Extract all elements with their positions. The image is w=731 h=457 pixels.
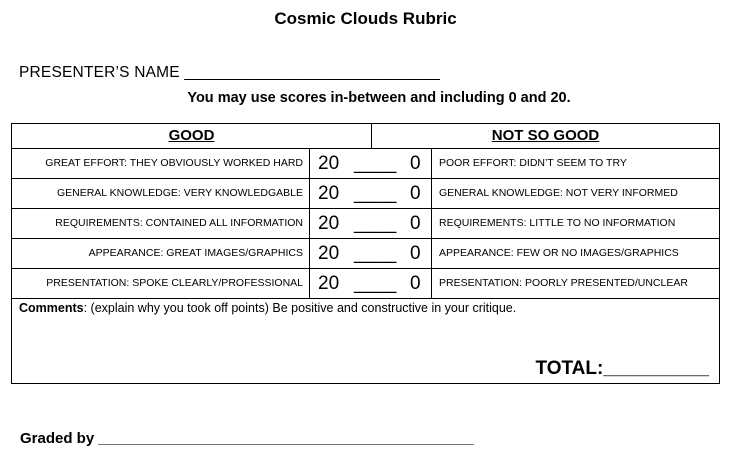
- score-max: 20: [318, 183, 340, 204]
- rubric-row-presentation: [12, 269, 719, 299]
- good-criterion: GENERAL KNOWLEDGE: VERY KNOWLEDGABLE: [12, 179, 310, 208]
- score-scale: [310, 149, 432, 178]
- score-blank: ____: [354, 213, 397, 234]
- rubric-row-knowledge: [12, 179, 719, 209]
- score-blank: ____: [354, 183, 397, 204]
- rubric-row-effort: [12, 149, 719, 179]
- score-max: 20: [318, 153, 340, 174]
- scoring-instructions: You may use scores in-between and including 0 and 20.: [187, 90, 571, 106]
- presenter-name-line: PRESENTER’S NAME _____________________________: [19, 64, 441, 81]
- comments-section: [19, 301, 516, 315]
- good-criterion: REQUIREMENTS: CONTAINED ALL INFORMATION: [12, 209, 310, 238]
- bad-criterion: GENERAL KNOWLEDGE: NOT VERY INFORMED: [439, 187, 678, 199]
- rubric-row-requirements: [12, 209, 719, 239]
- page-title: Cosmic Clouds Rubric: [274, 9, 457, 28]
- bad-criterion: POOR EFFORT: DIDN’T SEEM TO TRY: [439, 157, 627, 169]
- good-criterion: APPEARANCE: GREAT IMAGES/GRAPHICS: [12, 239, 310, 268]
- header-good: GOOD: [12, 124, 372, 148]
- total-score-line: TOTAL:__________: [535, 358, 709, 379]
- header-not-so-good: NOT SO GOOD: [491, 127, 600, 144]
- bad-criterion: PRESENTATION: POORLY PRESENTED/UNCLEAR: [439, 277, 688, 289]
- score-blank: ____: [354, 243, 397, 264]
- good-criterion: PRESENTATION: SPOKE CLEARLY/PROFESSIONAL: [12, 269, 310, 298]
- rubric-header-row: [12, 124, 719, 149]
- bad-criterion: REQUIREMENTS: LITTLE TO NO INFORMATION: [439, 217, 676, 229]
- score-max: 20: [318, 273, 340, 294]
- score-scale: [310, 239, 432, 268]
- score-min: 0: [410, 183, 421, 204]
- good-criterion: GREAT EFFORT: THEY OBVIOUSLY WORKED HARD: [12, 149, 310, 178]
- score-min: 0: [410, 153, 421, 174]
- score-min: 0: [410, 243, 421, 264]
- rubric-row-appearance: [12, 239, 719, 269]
- bad-criterion: APPEARANCE: FEW OR NO IMAGES/GRAPHICS: [439, 247, 679, 259]
- score-scale: [310, 209, 432, 238]
- score-max: 20: [318, 243, 340, 264]
- score-scale: [310, 179, 432, 208]
- comments-label: Comments: [19, 301, 84, 315]
- score-blank: ____: [354, 153, 397, 174]
- score-scale: [310, 269, 432, 298]
- graded-by-line: Graded by _____________________________________________: [20, 430, 474, 447]
- score-blank: ____: [354, 273, 397, 294]
- score-max: 20: [318, 213, 340, 234]
- score-min: 0: [410, 273, 421, 294]
- score-min: 0: [410, 213, 421, 234]
- comments-instructions: : (explain why you took off points) Be positive and constructive in your critique.: [83, 301, 517, 315]
- rubric-table: [11, 123, 720, 384]
